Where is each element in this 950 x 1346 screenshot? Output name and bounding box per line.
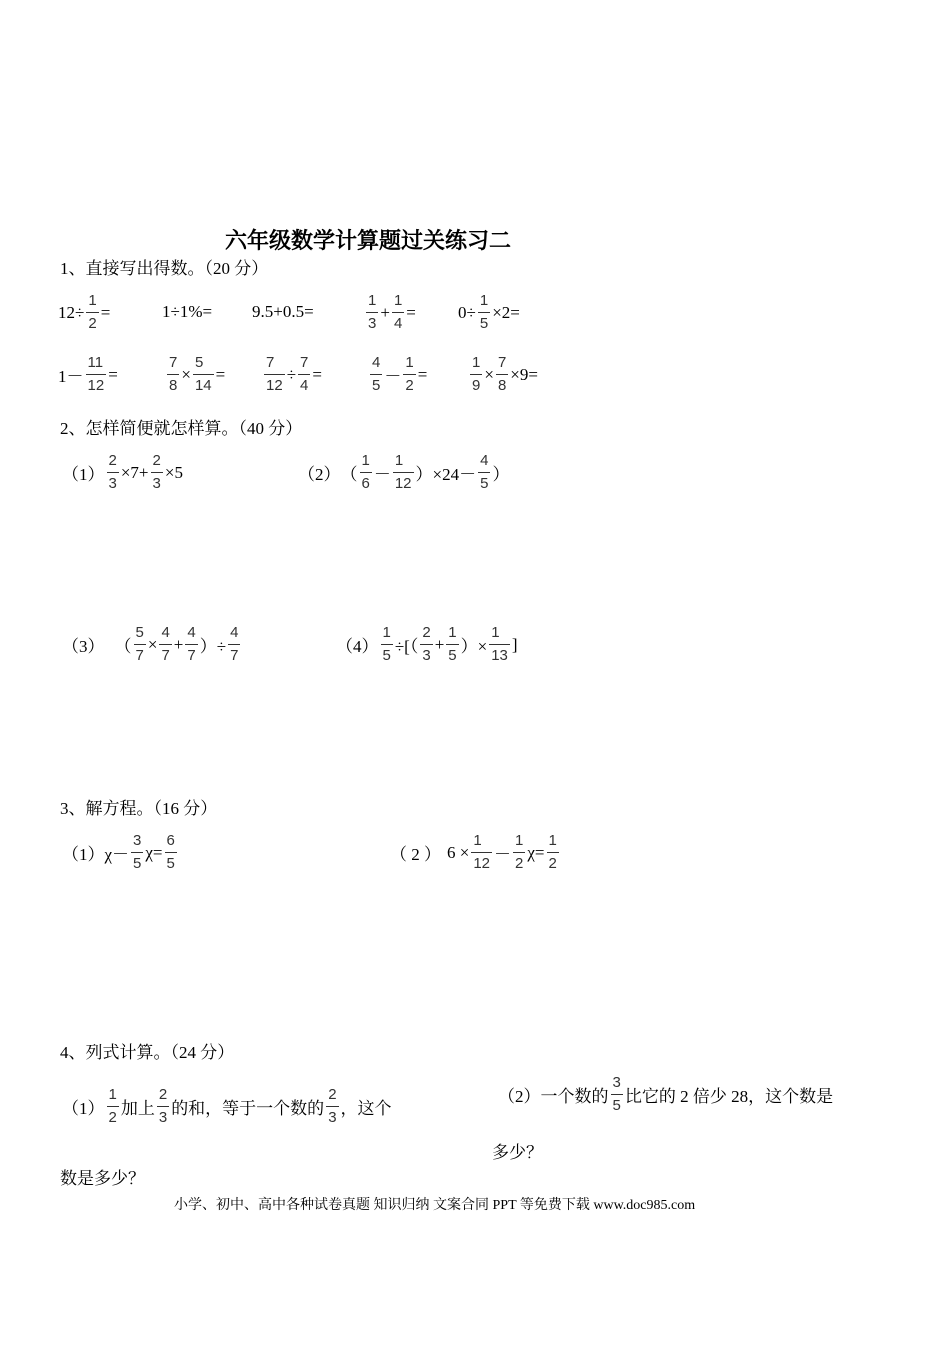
denominator: 2 [405,377,414,394]
denominator: 5 [166,855,175,872]
fraction [611,1074,623,1115]
denominator: 12 [87,377,105,394]
fraction-bar [611,1094,623,1095]
fraction [370,354,382,395]
denominator: 5 [612,1097,621,1114]
fraction-bar [107,1106,119,1107]
text: ] [511,634,518,654]
denominator: 6 [361,475,370,492]
fraction [131,832,143,873]
s1-expr-5 [458,292,520,333]
denominator: 12 [394,475,412,492]
fraction [107,452,119,493]
numerator: 1 [472,354,481,371]
s4-problem-2 [498,1074,833,1115]
numerator: 6 [166,832,175,849]
fraction-bar [470,374,482,375]
numerator: 5 [135,624,144,641]
numerator: 3 [612,1074,621,1091]
text: 1÷1%= [162,302,213,321]
fraction [470,354,482,395]
problem-label: （3） [62,637,105,656]
text: 1－ [58,367,84,386]
numerator: 7 [266,354,275,371]
fraction [360,452,372,493]
text: － [384,367,402,386]
fraction [547,832,559,873]
denominator: 2 [108,1109,117,1126]
denominator: 5 [479,315,489,332]
fraction [185,624,197,665]
page-footer: 小学、初中、高中各种试卷真题 知识归纳 文案合同 PPT 等免费下载 www.doc985.com [174,1198,696,1213]
numerator: 2 [108,452,117,469]
numerator: 1 [548,832,557,849]
fraction-bar [446,644,458,645]
fraction [393,452,414,493]
fraction [392,292,404,333]
numerator: 4 [161,624,170,641]
fraction-bar [228,644,240,645]
text: + [380,302,390,322]
denominator: 5 [382,647,391,664]
numerator: 4 [230,624,239,641]
numerator: 1 [448,624,457,641]
section-2-heading: 2、怎样简便就怎样算。（40 分） [60,419,303,438]
numerator: 7 [300,354,309,371]
fraction [420,624,432,665]
text: 比它的 2 倍少 28，这个数是 [624,1087,834,1106]
denominator: 5 [372,377,381,394]
fraction-bar [131,852,143,853]
numerator: 1 [491,624,500,641]
fraction [134,624,146,665]
text: 6 × [447,842,470,862]
text: + [434,634,445,654]
numerator: 2 [152,452,161,469]
denominator: 8 [497,377,507,394]
text: × [484,364,494,384]
denominator: 2 [515,855,524,872]
text: 9.5+0.5= [252,302,314,321]
problem-label: （1） [62,1099,105,1118]
fraction [86,292,98,333]
denominator: 2 [548,855,557,872]
s1-expr-7 [165,354,225,395]
s2-problem-2 [298,452,509,493]
fraction-bar [165,852,177,853]
text: × [147,634,158,654]
s1-expr-6 [58,354,118,395]
problem-label: （1） [62,845,105,864]
text: χ－ [104,845,130,864]
numerator: 2 [158,1086,168,1103]
fraction-bar [159,644,171,645]
numerator: 2 [328,1086,337,1103]
text: ÷[（ [394,637,419,656]
fraction [489,624,510,665]
fraction-bar [298,374,310,375]
s1-expr-9 [368,354,427,395]
denominator: 3 [328,1109,337,1126]
text: － [373,465,391,484]
fraction [513,832,525,873]
fraction [298,354,310,395]
denominator: 3 [422,647,431,664]
numerator: 1 [473,832,482,849]
fraction [366,292,378,333]
fraction-bar [547,852,559,853]
denominator: 9 [472,377,481,394]
numerator: 1 [515,832,524,849]
text: （ [114,637,132,656]
denominator: 13 [491,647,508,664]
fraction-bar [107,472,119,473]
text: 0÷ [458,302,476,322]
fraction-bar [420,644,432,645]
numerator: 5 [194,354,204,371]
text: 12÷ [58,302,85,322]
fraction-bar [471,852,492,853]
text: = [406,302,416,322]
text: + [173,634,184,654]
s3-problem-1 [62,832,179,873]
fraction [381,624,393,665]
denominator: 3 [368,315,377,332]
numerator: 11 [87,354,104,371]
denominator: 14 [194,377,212,394]
text: ×5 [164,462,183,482]
fraction-bar [185,644,197,645]
numerator: 3 [133,832,142,849]
fraction-bar [366,312,378,313]
s2-problem-4 [336,624,518,665]
fraction [478,452,490,493]
denominator: 5 [448,647,457,664]
fraction-bar [496,374,508,375]
fraction-bar [86,374,107,375]
fraction-bar [381,644,393,645]
fraction [478,292,490,333]
fraction [165,832,177,873]
s4-problem-1-continued: 数是多少？ [60,1169,145,1188]
text: ）×24－ [415,465,477,484]
fraction-bar [370,374,382,375]
text: － [494,845,512,864]
fraction-bar [157,1106,169,1107]
denominator: 7 [161,647,170,664]
text: 的和，等于一个数的 [171,1099,325,1118]
denominator: 3 [108,475,117,492]
text: × [181,364,191,384]
denominator: 5 [480,475,489,492]
numerator: 4 [372,354,381,371]
problem-label: （1） [62,465,105,484]
numerator: 2 [422,624,431,641]
fraction-bar [478,312,490,313]
numerator: 4 [480,452,489,469]
denominator: 3 [152,475,161,492]
fraction-bar [193,374,214,375]
denominator: 8 [169,377,178,394]
denominator: 7 [187,647,196,664]
denominator: 4 [393,315,403,332]
numerator: 1 [394,452,404,469]
fraction-bar [134,644,146,645]
text: ×9= [510,364,538,384]
numerator: 7 [497,354,507,371]
problem-label: （ 2 ） [390,845,441,864]
denominator: 12 [266,377,283,394]
fraction [193,354,214,395]
denominator: 7 [135,647,144,664]
fraction-bar [264,374,285,375]
fraction-bar [360,472,372,473]
s4-problem-1 [62,1086,392,1127]
s2-problem-1 [62,452,183,493]
numerator: 1 [361,452,370,469]
fraction-bar [392,312,404,313]
text: = [108,364,118,384]
text: = [215,364,226,384]
section-4-heading: 4、列式计算。（24 分） [60,1043,235,1062]
fraction [471,832,492,873]
numerator: 1 [382,624,391,641]
text: = [100,302,111,322]
fraction [151,452,163,493]
s1-expr-2 [162,302,212,322]
s1-expr-8 [262,354,322,395]
denominator: 4 [300,377,309,394]
text: ÷ [286,364,297,384]
fraction [446,624,458,665]
text: ×7+ [120,462,149,482]
s1-expr-1 [58,292,110,333]
fraction-bar [489,644,510,645]
fraction-bar [393,472,414,473]
text: = [312,364,322,384]
fraction [157,1086,169,1127]
fraction [326,1086,338,1127]
text: ） [492,465,510,484]
numerator: 1 [368,292,377,309]
fraction-bar [478,472,490,473]
fraction [167,354,179,395]
fraction [159,624,171,665]
text: χ= [527,842,545,862]
text: ）× [460,637,488,656]
s2-problem-3 [62,624,242,665]
numerator: 1 [88,292,97,309]
text: 加上 [120,1099,155,1118]
text: ）÷ [199,637,227,656]
text: （ [340,465,358,484]
fraction-bar [167,374,179,375]
denominator: 5 [133,855,142,872]
text: ，这个 [340,1099,392,1118]
problem-label: （2） [298,465,341,484]
text: ×2= [492,302,520,322]
fraction [496,354,508,395]
fraction [107,1086,119,1127]
fraction [264,354,285,395]
s1-expr-3 [252,302,314,322]
s1-expr-4 [364,292,416,333]
fraction-bar [86,312,98,313]
s3-problem-2 [390,832,561,873]
denominator: 2 [88,315,97,332]
text: χ= [145,842,163,862]
fraction [403,354,415,395]
text: = [417,364,428,384]
section-1-heading: 1、直接写出得数。（20 分） [60,259,269,278]
fraction-bar [403,374,415,375]
problem-label: （2）一个数的 [498,1087,609,1106]
numerator: 1 [405,354,414,371]
numerator: 1 [479,292,489,309]
fraction-bar [326,1106,338,1107]
s4-problem-2-continued: 多少？ [492,1143,543,1162]
numerator: 1 [393,292,403,309]
denominator: 7 [230,647,239,664]
numerator: 7 [169,354,178,371]
numerator: 1 [108,1086,117,1103]
fraction [86,354,107,395]
denominator: 3 [158,1109,168,1126]
fraction-bar [151,472,163,473]
problem-label: （4） [336,637,379,656]
denominator: 12 [473,855,491,872]
fraction [228,624,240,665]
s1-expr-10 [468,354,538,395]
numerator: 4 [187,624,196,641]
page-title: 六年级数学计算题过关练习二 [225,229,512,254]
fraction-bar [513,852,525,853]
section-3-heading: 3、解方程。（16 分） [60,799,218,818]
